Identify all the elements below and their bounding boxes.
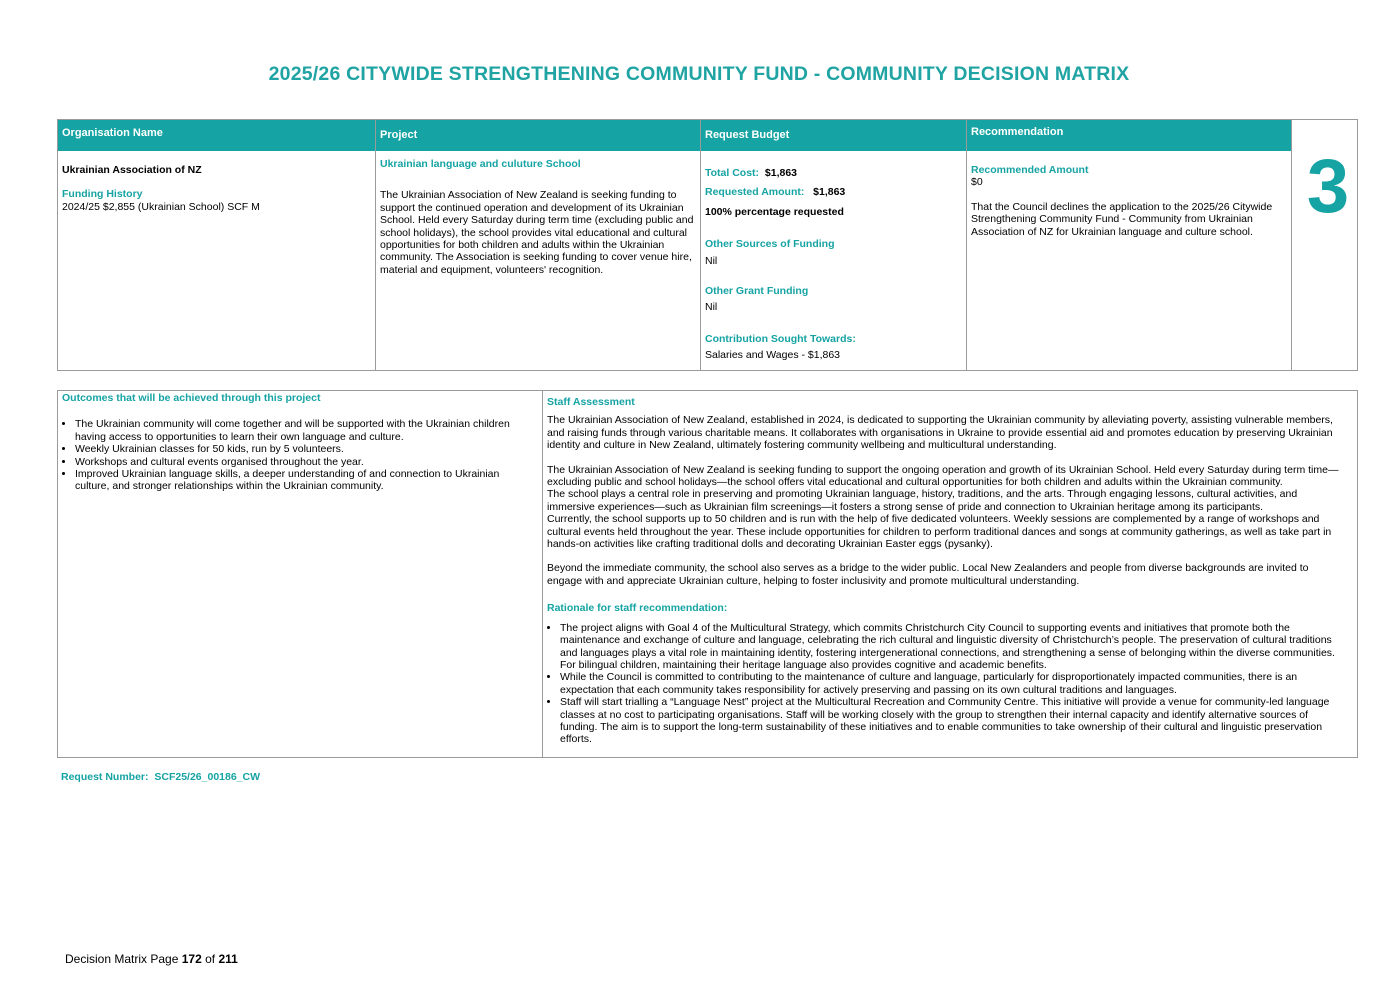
organisation-name: Ukrainian Association of NZ xyxy=(62,164,202,176)
contribution-value: Salaries and Wages - $1,863 xyxy=(705,349,841,362)
other-sources-value: Nil xyxy=(705,254,718,267)
decision-summary-table xyxy=(57,119,1358,371)
funding-history-value: 2024/25 $2,855 (Ukrainian School) SCF M xyxy=(62,200,260,213)
outcomes-heading: Outcomes that will be achieved through this project xyxy=(62,392,321,404)
recommendation-text: That the Council declines the application to the 2025/26 Citywide Strengthening Community Fund - Community from Ukrainian Association of NZ for Ukrainian language and culture school. xyxy=(971,200,1273,238)
list-item: • Workshops and cultural events organised throughout the year. xyxy=(75,456,530,468)
outcomes-list xyxy=(62,418,530,492)
list-item: • The Ukrainian community will come together and will be supported with the Ukrainian children having access to opportunities to learn their own language and culture. xyxy=(75,418,530,443)
list-item: • The project aligns with Goal 4 of the Multicultural Strategy, which commits Christchurch City Council to supporting events and initiatives that promote both the maintenance and exchange of culture and language, celebrating the rich cultural and linguistic diversity of Christchurch’s people. The preservation of cultural traditions and languages plays a vital role in maintaining identity, fostering intergenerational connections, and strengthening a sense of belonging within the diverse communities. For bilingual children, maintaining their heritage language also provides cognitive and academic benefits. xyxy=(560,622,1343,672)
staff-paragraph: The Ukrainian Association of New Zealand is seeking funding to support the ongoing operation and growth of its Ukrainian School. Held every Saturday during term time—excluding public and school holidays—the school offers vital educational and cultural opportunities for both children and adults within the Ukrainian community. xyxy=(547,463,1339,489)
recommended-amount-value: $0 xyxy=(971,176,983,189)
total-cost-value: $1,863 xyxy=(764,167,798,179)
footer-total: 211 xyxy=(218,952,238,966)
project-title: Ukrainian language and culuture School xyxy=(380,158,581,170)
total-cost-label: Total Cost: xyxy=(705,167,760,179)
contribution-label: Contribution Sought Towards: xyxy=(705,332,856,345)
organisation-header: Organisation Name xyxy=(58,120,376,151)
staff-paragraph: Beyond the immediate community, the school also serves as a bridge to the wider public. Local New Zealanders and people from diverse backgrounds are invited to engage with and appreciate Ukrainian culture, helping to foster inclusivity and promote multicultural understanding. xyxy=(547,562,1309,587)
footer-page: 172 xyxy=(181,952,202,966)
list-item: • Improved Ukrainian language skills, a deeper understanding of and connection to Ukrainian culture, and stronger relationships within the Ukrainian community. xyxy=(75,468,530,493)
percentage-requested: 100% percentage requested xyxy=(705,205,844,218)
staff-assessment-column xyxy=(543,391,1357,757)
budget-column xyxy=(701,120,967,370)
other-sources-label: Other Sources of Funding xyxy=(705,238,835,251)
request-number-label: Request Number: xyxy=(61,771,149,783)
organisation-column xyxy=(58,120,376,370)
budget-header: Request Budget xyxy=(701,120,967,151)
list-item: • Staff will start trialling a “Language Nest” project at the Multicultural Recreation and Community Centre. This initiative will provide a venue for community-led language classes at no cost to participating organisations. Staff will be working closely with the group to strengthen their internal capacity and identify alternative sources of funding. The aim is to support the long-term sustainability of these initiatives and to enable communities to take ownership of their cultural and linguistic preservation efforts. xyxy=(560,696,1343,746)
recommended-amount-label: Recommended Amount xyxy=(971,164,1089,176)
other-grant-label: Other Grant Funding xyxy=(705,285,809,298)
outcomes-column xyxy=(58,391,543,757)
staff-assessment-heading: Staff Assessment xyxy=(547,396,635,408)
project-header: Project xyxy=(376,120,700,151)
funding-history-label: Funding History xyxy=(62,188,143,201)
rationale-heading: Rationale for staff recommendation: xyxy=(547,602,728,615)
project-description: The Ukrainian Association of New Zealand is seeking funding to support the continued operation and development of its Ukrainian School. Held every Saturday during term time (excluding public and school holidays), the school provides vital educational and cultural opportunities for both children and adults within the Ukrainian community. The Association is seeking funding to cover venue hire, material and equipment, volunteers' recognition. xyxy=(380,189,694,276)
footer-prefix: Decision Matrix Page xyxy=(65,952,179,966)
rationale-list xyxy=(547,622,1343,746)
staff-paragraph: The school plays a central role in preserving and promoting Ukrainian language, history, traditions, and the arts. Through engaging lessons, cultural activities, and immersive experiences—such as Ukrainian film screenings—it fosters a strong sense of pride and connection to Ukrainian heritage among its participants. xyxy=(547,488,1298,513)
priority-number: 3 xyxy=(1306,144,1350,229)
other-grant-value: Nil xyxy=(705,301,718,314)
recommendation-column xyxy=(967,120,1292,370)
project-column xyxy=(376,120,700,370)
list-item: • While the Council is committed to contributing to the maintenance of culture and language, particularly for disproportionately impacted communities, there is an expectation that each community takes responsibility for actively preserving and passing on its own cultural traditions and languages. xyxy=(560,671,1343,696)
list-item: • Weekly Ukrainian classes for 50 kids, run by 5 volunteers. xyxy=(75,443,530,455)
recommendation-header: Recommendation xyxy=(967,120,1292,151)
requested-amount-value: $1,863 xyxy=(813,186,846,199)
page-title: 2025/26 CITYWIDE STRENGTHENING COMMUNITY FUND - COMMUNITY DECISION MATRIX xyxy=(268,63,1130,85)
page-footer xyxy=(65,952,238,966)
request-number-value: SCF25/26_00186_CW xyxy=(154,771,261,783)
requested-amount-label: Requested Amount: xyxy=(705,186,805,199)
footer-of: of xyxy=(205,952,216,966)
staff-paragraph: Currently, the school supports up to 50 children and is run with the help of five dedicated volunteers. Weekly sessions are complemented by a range of workshops and cultural events held throughout the year. These include opportunities for children to perform traditional dances and songs at community gatherings, as well as take part in hands-on activities like crafting traditional dolls and decorating Ukrainian Easter eggs (pysanky). xyxy=(547,513,1332,551)
request-number xyxy=(61,771,260,783)
staff-paragraph: The Ukrainian Association of New Zealand, established in 2024, is dedicated to supporting the Ukrainian community by alleviating poverty, assisting vulnerable members, and raising funds through various charitable means. It collaborates with organisations in Ukraine to provide essential aid and promotes education by preserving Ukrainian identity and culture in New Zealand, ultimately fostering community wellbeing and multicultural understanding. xyxy=(547,414,1333,452)
assessment-table xyxy=(57,390,1358,758)
